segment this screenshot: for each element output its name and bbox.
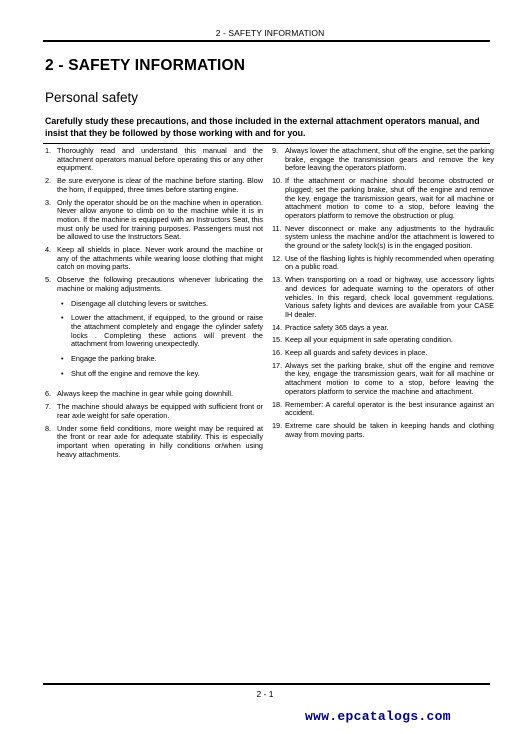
item-number: 19. <box>272 420 283 430</box>
item-text: Use of the flashing lights is highly recommended when operating on a public road. <box>285 253 494 272</box>
item-number: 16. <box>272 348 283 358</box>
item-number: 15. <box>272 335 283 345</box>
item-text: Keep all your equipment in safe operating condition. <box>285 335 453 345</box>
item-text: Always keep the machine in gear while going downhill. <box>57 389 234 399</box>
right-column <box>272 147 494 443</box>
item-number: 18. <box>272 399 283 409</box>
list-item <box>45 276 263 293</box>
item-text: Thoroughly read and understand this manual and the attachment operators manual before operating this or any other equipment. <box>57 146 263 173</box>
item-text: Under some field conditions, more weight may be required at the front or rear axle for adequate stability. This is especially important when operating in hilly conditions or/when using heavy attachments. <box>57 423 263 459</box>
item-number: 3. <box>45 197 52 207</box>
list-item <box>272 362 494 397</box>
header-rule <box>43 40 490 42</box>
bullet-icon: • <box>61 354 64 364</box>
bullet-icon: • <box>61 313 64 323</box>
bullet-icon: • <box>61 298 64 308</box>
item-5-bullets <box>45 300 263 379</box>
precautions-list-left <box>45 147 263 294</box>
item-text: If the attachment or machine should become obstructed or plugged; set the parking brake, shut off the engine and remove the key, engage the transmission gears, wait for all machine or attachment motion to come to a stop, before leaving the operators platform to remove the obstruction or plug. <box>285 176 494 220</box>
list-item <box>45 390 263 399</box>
page-title: 2 - SAFETY INFORMATION <box>45 57 246 74</box>
item-number: 1. <box>45 146 52 155</box>
list-item <box>272 225 494 251</box>
list-item <box>272 147 494 173</box>
watermark-link[interactable]: www.epcatalogs.com <box>305 709 451 724</box>
list-item <box>272 324 494 333</box>
item-text: Observe the following precautions whenever lubricating the machine or making adjustments. <box>57 275 263 293</box>
item-number: 12. <box>272 253 283 263</box>
list-item <box>45 425 263 460</box>
bullet-item <box>45 370 263 379</box>
intro-paragraph: Carefully study these precautions, and those included in the external attachment operators manual, and insist that they be followed by those working with and for you. <box>45 116 480 138</box>
item-number: 11. <box>272 223 282 233</box>
list-item <box>272 349 494 358</box>
list-item <box>272 177 494 221</box>
bullet-item <box>45 300 263 309</box>
item-number: 5. <box>45 275 52 285</box>
item-number: 8. <box>45 423 52 433</box>
footer-rule <box>43 683 490 685</box>
bullet-text: Lower the attachment, if equipped, to the ground or raise the attachment completely and engage the cylinder safety locks . Completing these actions will prevent the attachment from lowering unexpectedly. <box>71 313 263 349</box>
item-number: 10. <box>272 176 283 186</box>
item-text: Extreme care should be taken in keeping hands and clothing away from moving parts. <box>285 420 494 439</box>
precautions-list-left-later <box>45 390 263 459</box>
item-number: 14. <box>272 322 283 332</box>
list-item <box>272 336 494 345</box>
item-text: Be sure everyone is clear of the machine before starting. Blow the horn, if equipped, three times before starting engine. <box>57 176 263 194</box>
precautions-list-right <box>272 147 494 439</box>
bullet-item <box>45 314 263 349</box>
item-text: Keep all guards and safety devices in place. <box>285 348 428 358</box>
list-item <box>45 177 263 194</box>
item-text: The machine should always be equipped with sufficient front or rear axle weight for safe operation. <box>57 402 263 420</box>
bullet-icon: • <box>61 368 64 378</box>
item-number: 17. <box>272 360 283 370</box>
bullet-text: Engage the parking brake. <box>71 354 157 364</box>
item-text: When transporting on a road or highway, use accessory lights and devices for adequate warning to the operators of other vehicles. In this regard, check local government regulations. Various safety lights and devices are available from your CASE IH dealer. <box>285 275 494 319</box>
item-number: 7. <box>45 402 52 412</box>
running-header: 2 - SAFETY INFORMATION <box>215 28 325 38</box>
bullet-item <box>45 355 263 364</box>
item-number: 4. <box>45 245 52 255</box>
item-number: 9. <box>272 146 279 155</box>
item-text: Always lower the attachment, shut off the engine, set the parking brake, engage the transmission gears and remove the key before leaving the operators platform. <box>285 146 494 173</box>
item-text: Practice safety 365 days a year. <box>285 322 389 332</box>
list-item <box>45 246 263 272</box>
list-item <box>272 255 494 272</box>
item-number: 13. <box>272 275 283 285</box>
list-item <box>45 147 263 173</box>
list-item <box>45 403 263 420</box>
item-number: 6. <box>45 389 52 399</box>
item-text: Remember: A careful operator is the best insurance against an accident. <box>285 399 494 418</box>
item-number: 2. <box>45 176 52 186</box>
list-item <box>272 401 494 418</box>
item-text: Keep all shields in place. Never work around the machine or any of the attachments while wearing loose clothing that might catch on moving parts. <box>57 245 263 272</box>
left-column <box>45 147 263 463</box>
item-text: Always set the parking brake, shut off the engine and remove the key, engage the transmission gears, wait for all machine or attachment motion to come to a stop, before leaving the operators platform to service the machine and attachment. <box>285 360 494 396</box>
bullet-text: Shut off the engine and remove the key. <box>71 368 200 378</box>
page-number: 2 - 1 <box>256 689 274 699</box>
intro-rule <box>43 143 490 144</box>
item-text: Only the operator should be on the machine when in operation. Never allow anyone to climb on to the machine while it is in motion. If the machine is equipped with an Instructors Seat, this must only be used for training purposes. Passengers must not be allowed to use the Instructors Seat. <box>57 197 263 242</box>
list-item <box>272 276 494 320</box>
bullet-text: Disengage all clutching levers or switches. <box>71 298 209 308</box>
list-item <box>272 422 494 439</box>
section-heading: Personal safety <box>45 90 139 105</box>
item-text: Never disconnect or make any adjustments to the hydraulic system unless the machine and/or the attachment is lowered to the ground or the safety lock(s) is in the engaged position. <box>285 223 494 251</box>
list-item <box>45 199 263 243</box>
